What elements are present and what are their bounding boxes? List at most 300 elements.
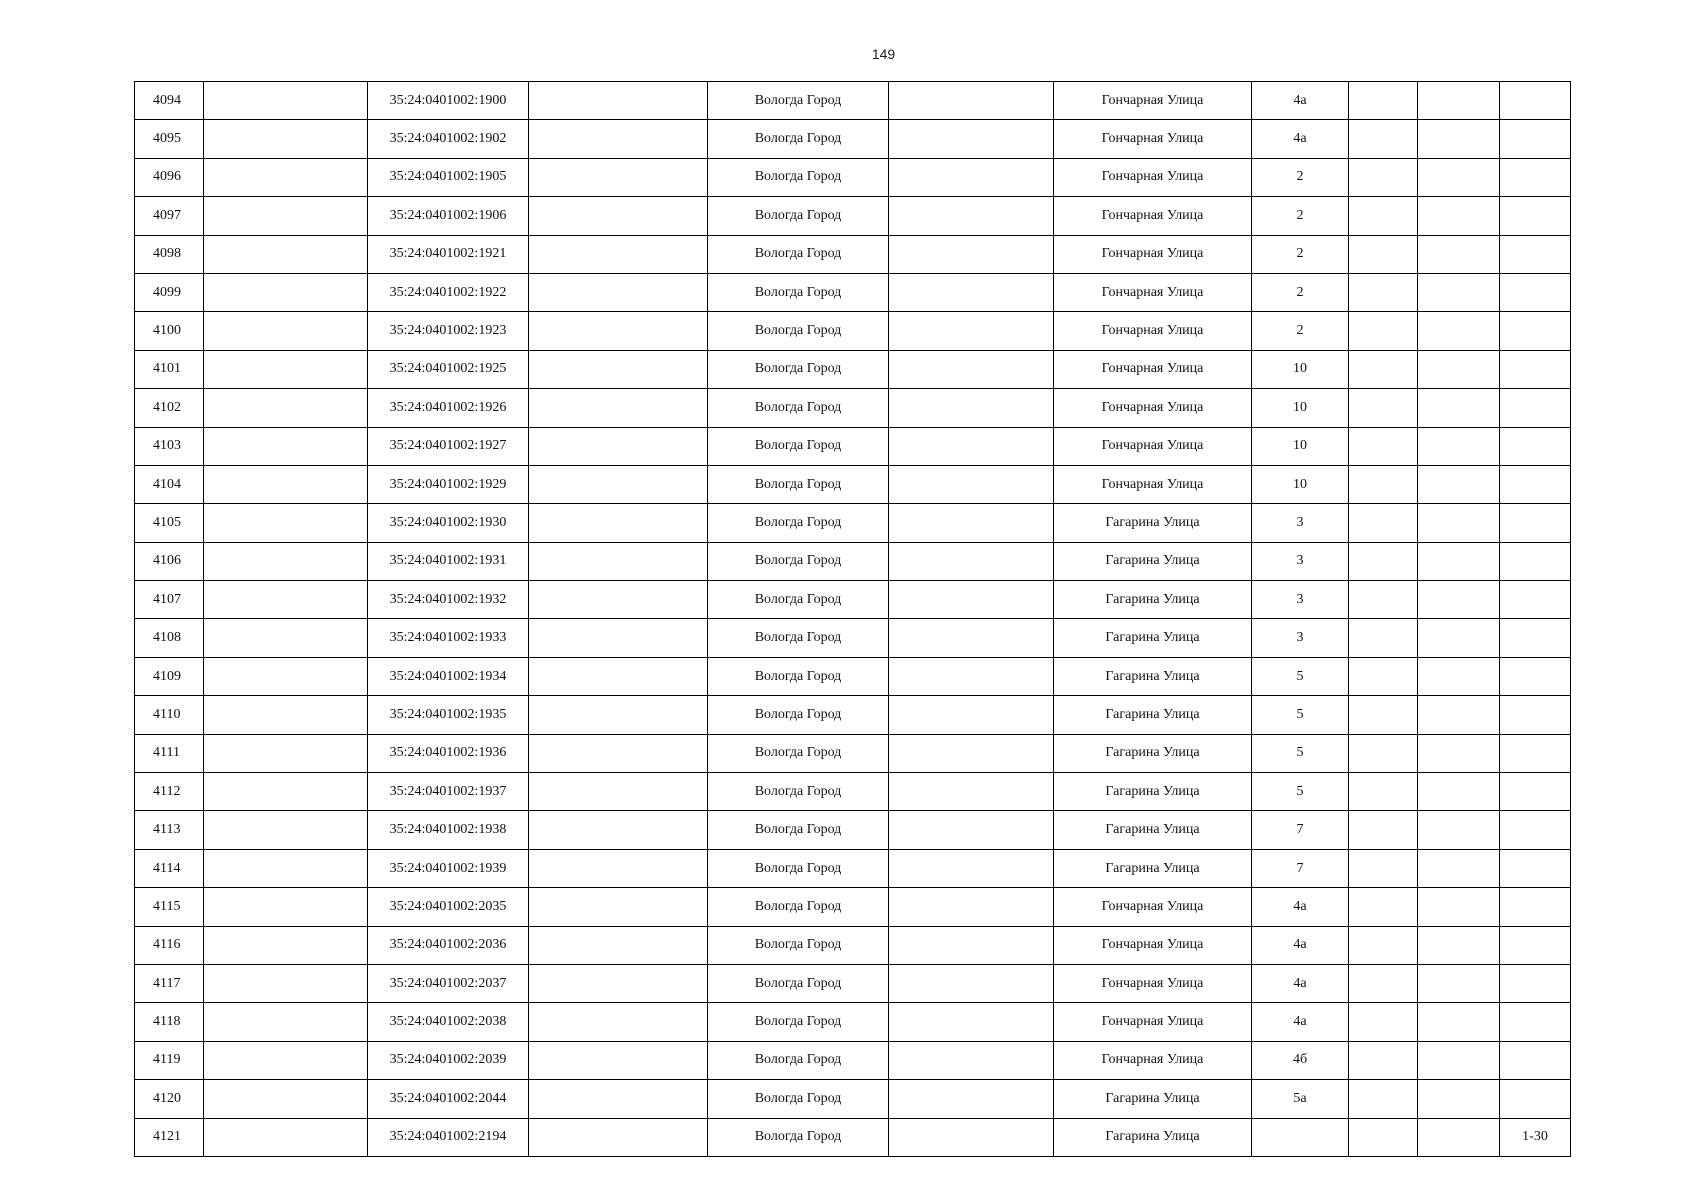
street-cell: Гончарная Улица [1054, 427, 1252, 465]
column-6-cell [889, 197, 1054, 235]
street-cell: Гончарная Улица [1054, 120, 1252, 158]
table-row [135, 1041, 1571, 1079]
column-4-cell [529, 82, 708, 120]
locality-cell: Вологда Город [708, 158, 889, 196]
column-6-cell [889, 657, 1054, 695]
locality-cell: Вологда Город [708, 1080, 889, 1118]
street-cell: Гончарная Улица [1054, 1041, 1252, 1079]
column-6-cell [889, 82, 1054, 120]
column-9-cell [1349, 158, 1418, 196]
house-number: 3 [1252, 581, 1349, 619]
street-cell: Гончарная Улица [1054, 235, 1252, 273]
column-10-cell [1418, 734, 1500, 772]
locality-cell: Вологда Город [708, 1041, 889, 1079]
street-cell: Гагарина Улица [1054, 504, 1252, 542]
cadastral-number: 35:24:0401002:1922 [368, 273, 529, 311]
row-number: 4110 [135, 696, 204, 734]
table-row [135, 581, 1571, 619]
cadastral-number: 35:24:0401002:1921 [368, 235, 529, 273]
apartments-cell [1500, 312, 1571, 350]
table-row [135, 389, 1571, 427]
column-2-cell [204, 926, 368, 964]
locality-cell: Вологда Город [708, 696, 889, 734]
street-cell: Гончарная Улица [1054, 350, 1252, 388]
column-6-cell [889, 350, 1054, 388]
column-6-cell [889, 581, 1054, 619]
street-cell: Гончарная Улица [1054, 926, 1252, 964]
apartments-cell [1500, 389, 1571, 427]
cadastral-number: 35:24:0401002:1905 [368, 158, 529, 196]
column-4-cell [529, 888, 708, 926]
column-2-cell [204, 312, 368, 350]
table-row [135, 235, 1571, 273]
street-cell: Гончарная Улица [1054, 964, 1252, 1002]
locality-cell: Вологда Город [708, 82, 889, 120]
column-2-cell [204, 1003, 368, 1041]
locality-cell: Вологда Город [708, 1003, 889, 1041]
locality-cell: Вологда Город [708, 849, 889, 887]
column-6-cell [889, 120, 1054, 158]
house-number: 3 [1252, 619, 1349, 657]
column-9-cell [1349, 235, 1418, 273]
house-number: 4а [1252, 888, 1349, 926]
row-number: 4103 [135, 427, 204, 465]
street-cell: Гончарная Улица [1054, 1003, 1252, 1041]
column-10-cell [1418, 465, 1500, 503]
cadastral-number: 35:24:0401002:2194 [368, 1118, 529, 1156]
column-9-cell [1349, 888, 1418, 926]
column-9-cell [1349, 350, 1418, 388]
row-number: 4107 [135, 581, 204, 619]
column-10-cell [1418, 1080, 1500, 1118]
column-6-cell [889, 158, 1054, 196]
table-row [135, 197, 1571, 235]
street-cell: Гагарина Улица [1054, 696, 1252, 734]
locality-cell: Вологда Город [708, 926, 889, 964]
street-cell: Гончарная Улица [1054, 82, 1252, 120]
apartments-cell [1500, 888, 1571, 926]
row-number: 4113 [135, 811, 204, 849]
cadastral-number: 35:24:0401002:1932 [368, 581, 529, 619]
apartments-cell [1500, 465, 1571, 503]
column-10-cell [1418, 1003, 1500, 1041]
column-4-cell [529, 235, 708, 273]
column-9-cell [1349, 581, 1418, 619]
cadastral-number: 35:24:0401002:1923 [368, 312, 529, 350]
column-10-cell [1418, 389, 1500, 427]
page-number: 149 [871, 46, 896, 62]
street-cell: Гончарная Улица [1054, 465, 1252, 503]
table-row [135, 273, 1571, 311]
column-9-cell [1349, 273, 1418, 311]
house-number: 2 [1252, 158, 1349, 196]
column-10-cell [1418, 888, 1500, 926]
column-9-cell [1349, 657, 1418, 695]
locality-cell: Вологда Город [708, 888, 889, 926]
cadastral-number: 35:24:0401002:1906 [368, 197, 529, 235]
house-number: 10 [1252, 389, 1349, 427]
column-9-cell [1349, 389, 1418, 427]
column-2-cell [204, 888, 368, 926]
cadastral-number: 35:24:0401002:1939 [368, 849, 529, 887]
table-row [135, 773, 1571, 811]
column-4-cell [529, 120, 708, 158]
column-4-cell [529, 1003, 708, 1041]
row-number: 4099 [135, 273, 204, 311]
column-2-cell [204, 581, 368, 619]
column-4-cell [529, 773, 708, 811]
cadastral-number: 35:24:0401002:1936 [368, 734, 529, 772]
cadastral-number: 35:24:0401002:1930 [368, 504, 529, 542]
column-9-cell [1349, 120, 1418, 158]
cadastral-number: 35:24:0401002:1934 [368, 657, 529, 695]
column-6-cell [889, 888, 1054, 926]
apartments-cell [1500, 82, 1571, 120]
column-4-cell [529, 619, 708, 657]
cadastral-number: 35:24:0401002:1933 [368, 619, 529, 657]
table-row [135, 158, 1571, 196]
table-row [135, 657, 1571, 695]
locality-cell: Вологда Город [708, 312, 889, 350]
street-cell: Гагарина Улица [1054, 734, 1252, 772]
column-6-cell [889, 504, 1054, 542]
apartments-cell [1500, 542, 1571, 580]
street-cell: Гончарная Улица [1054, 197, 1252, 235]
house-number: 5 [1252, 696, 1349, 734]
column-6-cell [889, 389, 1054, 427]
table-row [135, 427, 1571, 465]
column-4-cell [529, 581, 708, 619]
row-number: 4094 [135, 82, 204, 120]
locality-cell: Вологда Город [708, 542, 889, 580]
column-10-cell [1418, 273, 1500, 311]
cadastral-number: 35:24:0401002:1938 [368, 811, 529, 849]
column-10-cell [1418, 964, 1500, 1002]
street-cell: Гагарина Улица [1054, 542, 1252, 580]
column-2-cell [204, 504, 368, 542]
column-9-cell [1349, 1041, 1418, 1079]
column-2-cell [204, 773, 368, 811]
column-9-cell [1349, 504, 1418, 542]
apartments-cell [1500, 811, 1571, 849]
apartments-cell [1500, 1041, 1571, 1079]
row-number: 4114 [135, 849, 204, 887]
table-row [135, 888, 1571, 926]
column-2-cell [204, 82, 368, 120]
house-number: 3 [1252, 504, 1349, 542]
column-6-cell [889, 1041, 1054, 1079]
house-number: 7 [1252, 811, 1349, 849]
column-4-cell [529, 696, 708, 734]
cadastral-number: 35:24:0401002:2044 [368, 1080, 529, 1118]
column-9-cell [1349, 964, 1418, 1002]
cadastral-number: 35:24:0401002:2036 [368, 926, 529, 964]
cadastral-number: 35:24:0401002:1935 [368, 696, 529, 734]
apartments-cell [1500, 235, 1571, 273]
cadastral-number: 35:24:0401002:2037 [368, 964, 529, 1002]
column-6-cell [889, 734, 1054, 772]
column-10-cell [1418, 312, 1500, 350]
locality-cell: Вологда Город [708, 619, 889, 657]
row-number: 4095 [135, 120, 204, 158]
column-9-cell [1349, 696, 1418, 734]
apartments-cell [1500, 197, 1571, 235]
cadastral-number: 35:24:0401002:1937 [368, 773, 529, 811]
house-number: 7 [1252, 849, 1349, 887]
house-number: 2 [1252, 273, 1349, 311]
column-2-cell [204, 1041, 368, 1079]
cadastral-number: 35:24:0401002:1926 [368, 389, 529, 427]
column-4-cell [529, 465, 708, 503]
row-number: 4121 [135, 1118, 204, 1156]
table-row [135, 1003, 1571, 1041]
street-cell: Гагарина Улица [1054, 657, 1252, 695]
cadastral-number: 35:24:0401002:1902 [368, 120, 529, 158]
column-9-cell [1349, 312, 1418, 350]
house-number: 5 [1252, 657, 1349, 695]
locality-cell: Вологда Город [708, 773, 889, 811]
street-cell: Гагарина Улица [1054, 619, 1252, 657]
row-number: 4102 [135, 389, 204, 427]
street-cell: Гончарная Улица [1054, 888, 1252, 926]
column-10-cell [1418, 619, 1500, 657]
column-4-cell [529, 926, 708, 964]
row-number: 4117 [135, 964, 204, 1002]
house-number: 4а [1252, 120, 1349, 158]
column-4-cell [529, 158, 708, 196]
row-number: 4115 [135, 888, 204, 926]
column-10-cell [1418, 158, 1500, 196]
cadastral-number: 35:24:0401002:1900 [368, 82, 529, 120]
column-6-cell [889, 273, 1054, 311]
column-2-cell [204, 1080, 368, 1118]
street-cell: Гагарина Улица [1054, 581, 1252, 619]
street-cell: Гагарина Улица [1054, 773, 1252, 811]
table-row [135, 312, 1571, 350]
locality-cell: Вологда Город [708, 465, 889, 503]
table-row [135, 849, 1571, 887]
table-row [135, 1118, 1571, 1156]
column-6-cell [889, 926, 1054, 964]
locality-cell: Вологда Город [708, 581, 889, 619]
apartments-cell [1500, 581, 1571, 619]
column-4-cell [529, 389, 708, 427]
row-number: 4119 [135, 1041, 204, 1079]
row-number: 4098 [135, 235, 204, 273]
column-10-cell [1418, 350, 1500, 388]
column-9-cell [1349, 465, 1418, 503]
column-4-cell [529, 542, 708, 580]
column-9-cell [1349, 926, 1418, 964]
row-number: 4111 [135, 734, 204, 772]
table-row [135, 696, 1571, 734]
column-4-cell [529, 811, 708, 849]
apartments-cell [1500, 773, 1571, 811]
table-row [135, 619, 1571, 657]
column-9-cell [1349, 849, 1418, 887]
column-10-cell [1418, 581, 1500, 619]
street-cell: Гагарина Улица [1054, 1080, 1252, 1118]
apartments-cell [1500, 696, 1571, 734]
locality-cell: Вологда Город [708, 1118, 889, 1156]
locality-cell: Вологда Город [708, 964, 889, 1002]
apartments-cell [1500, 1003, 1571, 1041]
house-number: 2 [1252, 235, 1349, 273]
cadastral-number: 35:24:0401002:1927 [368, 427, 529, 465]
locality-cell: Вологда Город [708, 657, 889, 695]
table-row [135, 350, 1571, 388]
column-6-cell [889, 235, 1054, 273]
house-number: 10 [1252, 350, 1349, 388]
column-4-cell [529, 312, 708, 350]
column-6-cell [889, 773, 1054, 811]
column-10-cell [1418, 120, 1500, 158]
house-number [1252, 1118, 1349, 1156]
locality-cell: Вологда Город [708, 734, 889, 772]
table-row [135, 734, 1571, 772]
row-number: 4116 [135, 926, 204, 964]
column-2-cell [204, 1118, 368, 1156]
locality-cell: Вологда Город [708, 197, 889, 235]
column-2-cell [204, 619, 368, 657]
house-number: 5 [1252, 734, 1349, 772]
column-4-cell [529, 657, 708, 695]
apartments-cell [1500, 849, 1571, 887]
column-10-cell [1418, 427, 1500, 465]
house-number: 4а [1252, 964, 1349, 1002]
cadastral-number: 35:24:0401002:2035 [368, 888, 529, 926]
column-9-cell [1349, 811, 1418, 849]
column-10-cell [1418, 696, 1500, 734]
column-10-cell [1418, 1041, 1500, 1079]
cadastral-number: 35:24:0401002:1925 [368, 350, 529, 388]
column-2-cell [204, 197, 368, 235]
column-4-cell [529, 273, 708, 311]
house-number: 4б [1252, 1041, 1349, 1079]
locality-cell: Вологда Город [708, 504, 889, 542]
column-4-cell [529, 504, 708, 542]
street-cell: Гончарная Улица [1054, 158, 1252, 196]
column-9-cell [1349, 1118, 1418, 1156]
street-cell: Гончарная Улица [1054, 312, 1252, 350]
column-6-cell [889, 1118, 1054, 1156]
house-number: 10 [1252, 427, 1349, 465]
column-2-cell [204, 465, 368, 503]
apartments-cell [1500, 273, 1571, 311]
column-10-cell [1418, 504, 1500, 542]
cadastral-number: 35:24:0401002:2038 [368, 1003, 529, 1041]
column-2-cell [204, 427, 368, 465]
table-row [135, 811, 1571, 849]
cadastral-number: 35:24:0401002:1931 [368, 542, 529, 580]
column-6-cell [889, 696, 1054, 734]
column-2-cell [204, 120, 368, 158]
table-row [135, 1080, 1571, 1118]
column-4-cell [529, 427, 708, 465]
row-number: 4097 [135, 197, 204, 235]
column-9-cell [1349, 427, 1418, 465]
column-6-cell [889, 849, 1054, 887]
column-9-cell [1349, 734, 1418, 772]
column-6-cell [889, 811, 1054, 849]
row-number: 4105 [135, 504, 204, 542]
column-10-cell [1418, 657, 1500, 695]
column-10-cell [1418, 811, 1500, 849]
street-cell: Гагарина Улица [1054, 811, 1252, 849]
column-9-cell [1349, 542, 1418, 580]
table-row [135, 465, 1571, 503]
column-2-cell [204, 389, 368, 427]
column-6-cell [889, 964, 1054, 1002]
locality-cell: Вологда Город [708, 389, 889, 427]
column-10-cell [1418, 82, 1500, 120]
column-2-cell [204, 964, 368, 1002]
row-number: 4109 [135, 657, 204, 695]
column-4-cell [529, 849, 708, 887]
column-9-cell [1349, 773, 1418, 811]
column-2-cell [204, 734, 368, 772]
table-row [135, 504, 1571, 542]
street-cell: Гагарина Улица [1054, 1118, 1252, 1156]
locality-cell: Вологда Город [708, 273, 889, 311]
house-number: 4а [1252, 82, 1349, 120]
column-4-cell [529, 734, 708, 772]
column-2-cell [204, 235, 368, 273]
registry-table [134, 81, 1571, 1157]
apartments-cell [1500, 158, 1571, 196]
column-6-cell [889, 427, 1054, 465]
table-row [135, 82, 1571, 120]
apartments-cell [1500, 619, 1571, 657]
column-4-cell [529, 1080, 708, 1118]
street-cell: Гончарная Улица [1054, 273, 1252, 311]
row-number: 4118 [135, 1003, 204, 1041]
table-row [135, 120, 1571, 158]
house-number: 4а [1252, 926, 1349, 964]
row-number: 4100 [135, 312, 204, 350]
column-9-cell [1349, 619, 1418, 657]
apartments-cell: 1-30 [1500, 1118, 1571, 1156]
street-cell: Гончарная Улица [1054, 389, 1252, 427]
column-2-cell [204, 657, 368, 695]
cadastral-number: 35:24:0401002:2039 [368, 1041, 529, 1079]
column-10-cell [1418, 197, 1500, 235]
column-9-cell [1349, 1003, 1418, 1041]
column-2-cell [204, 273, 368, 311]
table-row [135, 926, 1571, 964]
column-2-cell [204, 849, 368, 887]
locality-cell: Вологда Город [708, 120, 889, 158]
apartments-cell [1500, 350, 1571, 388]
column-4-cell [529, 1041, 708, 1079]
apartments-cell [1500, 964, 1571, 1002]
house-number: 2 [1252, 312, 1349, 350]
column-10-cell [1418, 235, 1500, 273]
column-6-cell [889, 1003, 1054, 1041]
column-2-cell [204, 158, 368, 196]
table-row [135, 964, 1571, 1002]
column-10-cell [1418, 926, 1500, 964]
column-2-cell [204, 542, 368, 580]
locality-cell: Вологда Город [708, 427, 889, 465]
column-6-cell [889, 312, 1054, 350]
apartments-cell [1500, 120, 1571, 158]
column-2-cell [204, 811, 368, 849]
row-number: 4101 [135, 350, 204, 388]
column-6-cell [889, 1080, 1054, 1118]
column-9-cell [1349, 197, 1418, 235]
locality-cell: Вологда Город [708, 811, 889, 849]
